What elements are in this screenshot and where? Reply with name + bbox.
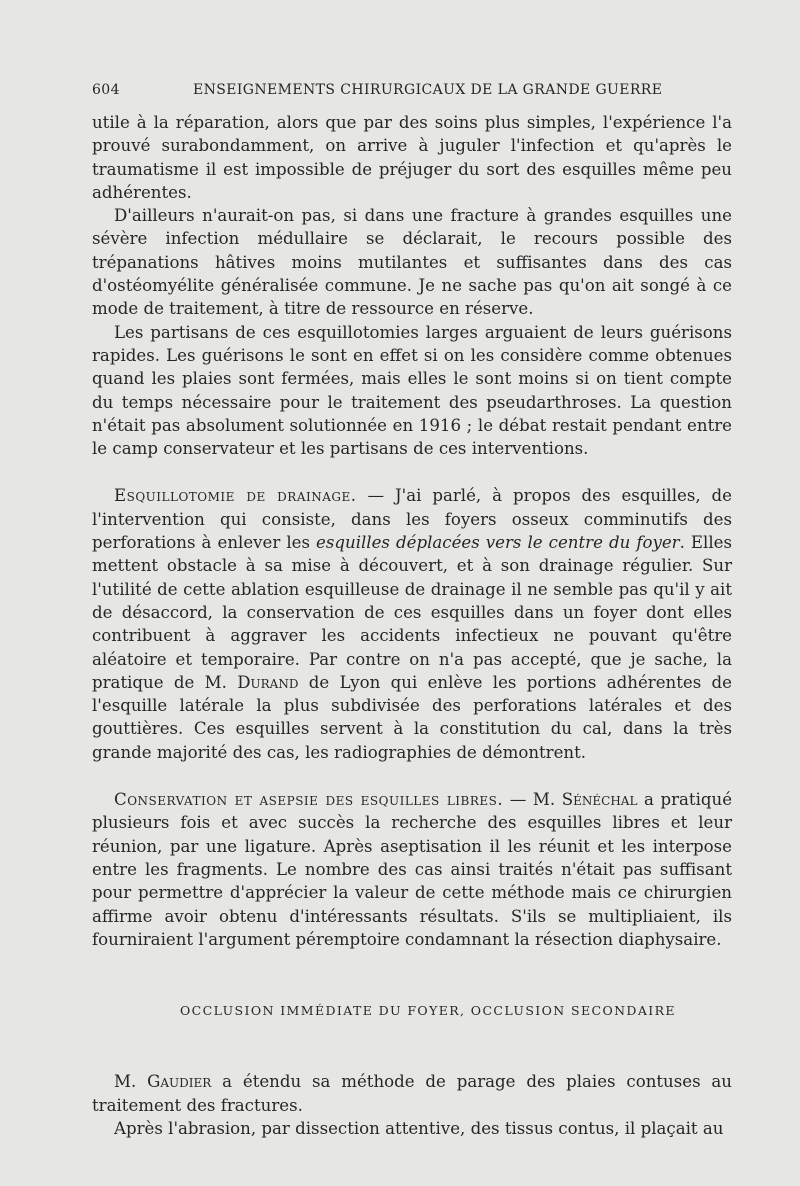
text-run: a étendu sa méthode de parage des plaies contuses au traitement des fractures.: [92, 1072, 732, 1115]
author-name: Gaudier: [147, 1072, 212, 1092]
author-name: Durand: [237, 672, 299, 692]
text-run: — J'ai parlé, à propos des esquilles, de l'intervention qui consiste, dans les foyers osseux comminutifs des perforations à enlever les: [92, 486, 732, 553]
spacer: [92, 1022, 732, 1070]
spacer: [92, 951, 732, 999]
run-in-heading: Esquillotomie de drainage.: [114, 486, 357, 506]
text-run: de Lyon qui enlève les portions adhérentes de l'esquille latérale la plus subdivisée des perforations latérales et des gouttières. Ces esquilles servent à la constitution du cal, dans la très grande majorité des cas, les radiographies de démontrent.: [92, 672, 732, 762]
text-run: — M.: [503, 790, 562, 810]
paragraph: D'ailleurs n'aurait-on pas, si dans une fracture à grandes esquilles une sévère infection médullaire se déclarait, le recours possible des trépanations hâtives moins mutilantes et suffisantes dans des cas d'ostéomyélite généralisée commune. Je ne sache pas qu'on ait songé à ce mode de traitement, à titre de ressource en réserve.: [92, 206, 732, 319]
text-run: . Elles mettent obstacle à sa mise à découvert, et à son drainage régulier. Sur l'utilité de cette ablation esquilleuse de drainage il ne semble pas qu'il y ait de désaccord, la conservation de ces esquilles dans un foyer dont elles contribuent à aggraver les accidents infectieux ne pouvant qu'être aléatoire et temporaire. Par contre on n'a pas accepté, que je sache, la pratique de M.: [92, 533, 732, 692]
paragraph-esquillotomie: [92, 484, 732, 764]
body-text: [92, 111, 732, 1140]
spacer: [92, 764, 732, 788]
text-run: a pratiqué plusieurs fois et avec succès la recherche des esquilles libres et leur réunion, par une ligature. Après aseptisation il les réunit et les interpose entre les fragments. Le nombre des cas ainsi traités n'était pas suffisant pour permettre d'apprécier la valeur de cette méthode mais ce chirurgien affirme avoir obtenu d'intéressants résultats. S'ils se multipliaient, ils fourniraient l'argument péremptoire condamnant la résection diaphysaire.: [92, 790, 733, 949]
paragraph-gaudier: [92, 1070, 732, 1117]
paragraph-conservation: [92, 788, 732, 951]
paragraph: Les partisans de ces esquillotomies larges arguaient de leurs guérisons rapides. Les guérisons le sont en effet si on les considère comme obtenues quand les plaies sont fermées, mais elles le sont moins si on tient compte du temps nécessaire pour le traitement des pseudarthroses. La question n'était pas absolument solutionnée en 1916 ; le débat restait pendant entre le camp conservateur et les partisans de ces interventions.: [92, 322, 732, 459]
spacer: [92, 460, 732, 484]
author-name: Sénéchal: [561, 790, 638, 810]
page-number: 604: [92, 82, 120, 98]
section-heading: OCCLUSION IMMÉDIATE DU FOYER, OCCLUSION SECONDAIRE: [180, 1003, 676, 1019]
italic-text: esquilles déplacées vers le centre du foyer: [316, 533, 680, 553]
paragraph-continued: utile à la réparation, alors que par des soins plus simples, l'expérience l'a prouvé surabondamment, on arrive à juguler l'infection et qu'après le traumatisme il est impossible de préjuger du sort des esquilles même peu adhérentes.: [92, 113, 732, 202]
paragraph: Après l'abrasion, par dissection attentive, des tissus contus, il plaçait au: [114, 1118, 724, 1138]
text-run: M.: [114, 1072, 148, 1092]
run-in-heading: Conservation et asepsie des esquilles libres.: [114, 790, 504, 810]
running-title: ENSEIGNEMENTS CHIRURGICAUX DE LA GRANDE GUERRE: [193, 82, 663, 98]
